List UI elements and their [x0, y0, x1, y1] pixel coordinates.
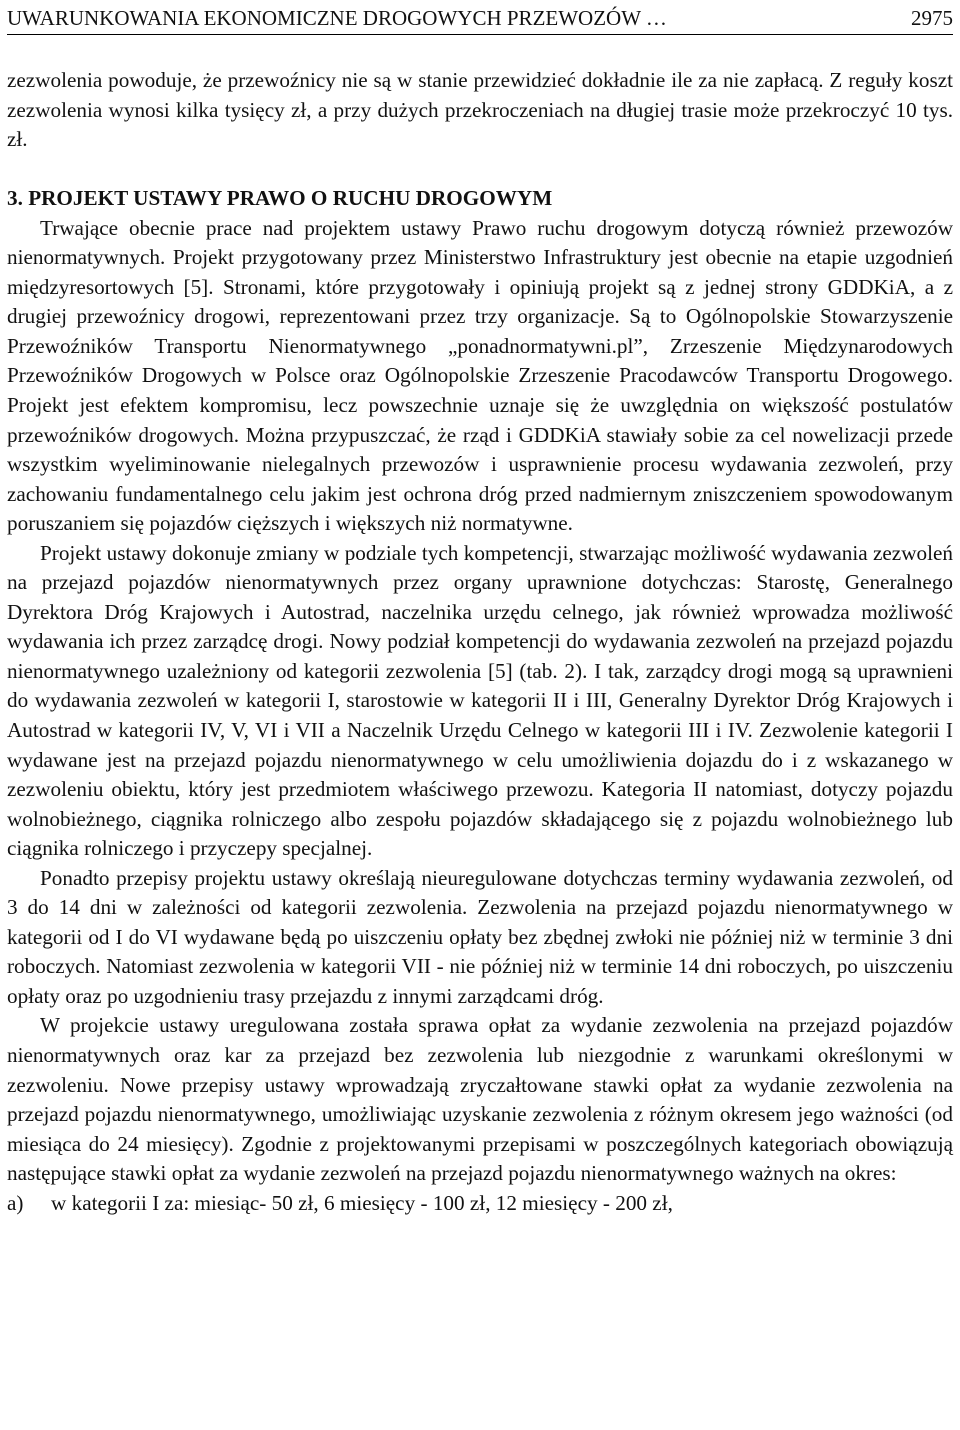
- running-header: [7, 4, 953, 35]
- list-item: [7, 1189, 953, 1219]
- body-paragraph: Ponadto przepisy projektu ustawy określają nieuregulowane dotychczas terminy wydawania zezwoleń, od 3 do 14 dni w zależności od kategorii zezwolenia. Zezwolenia na przejazd pojazdu nienormatywnego w kategorii od I do VI wydawane będą po uiszczeniu opłaty bez zbędnej zwłoki nie później niż w terminie 3 dni roboczych. Natomiast zezwolenia w kategorii VII - nie później niż w terminie 14 dni roboczych, po uiszczeniu opłaty oraz po uzgodnieniu trasy przejazdu z innymi zarządcami dróg.: [7, 865, 953, 1008]
- page-number: 2975: [911, 6, 953, 30]
- list-item-text: w kategorii I za: miesiąc- 50 zł, 6 miesięcy - 100 zł, 12 miesięcy - 200 zł,: [51, 1190, 673, 1215]
- intro-paragraph: zezwolenia powoduje, że przewoźnicy nie są w stanie przewidzieć dokładnie ile za nie zapłacą. Z reguły koszt zezwolenia wynosi kilka tysięcy zł, a przy dużych przekroczeniach na długiej trasie może przekroczyć 10 tys. zł.: [7, 68, 953, 152]
- body-text: [7, 66, 953, 1218]
- body-paragraph: Trwające obecnie prace nad projektem ustawy Prawo ruchu drogowym dotyczą również przewozów nienormatywnych. Projekt przygotowany przez Ministerstwo Infrastruktury jest obecnie na etapie uzgodnień międzyresortowych [5]. Stronami, które przygotowały i opiniują projekt są z jednej strony GDDKiA, a z drugiej przewoźnicy drogowi, reprezentowani przez trzy organizacje. Są to Ogólnopolskie Stowarzyszenie Przewoźników Transportu Nienormatywnego „ponadnormatywni.pl”, Zrzeszenie Międzynarodowych Przewoźników Drogowych w Polsce oraz Ogólnopolskie Zrzeszenie Pracodawców Transportu Drogowego. Projekt jest efektem kompromisu, lecz powszechnie uznaje się że uwzględnia on większość postulatów przewoźników drogowych. Można przypuszczać, że rząd i GDDKiA stawiały sobie za cel nowelizacji przede wszystkim wyeliminowanie nielegalnych przewozów i usprawnienie procesu wydawania zezwoleń, przy zachowaniu fundamentalnego celu jakim jest ochrona dróg przed nadmiernym zniszczeniem spowodowanym poruszaniem się pojazdów cięższych i większych niż normatywne.: [7, 215, 953, 536]
- list-item-marker: a): [7, 1190, 24, 1215]
- running-header-title: UWARUNKOWANIA EKONOMICZNE DROGOWYCH PRZEWOZÓW …: [7, 6, 667, 30]
- body-paragraph: Projekt ustawy dokonuje zmiany w podziale tych kompetencji, stwarzając możliwość wydawania zezwoleń na przejazd pojazdów nienormatywnych przez organy uprawnione dotychczas: Starostę, Generalnego Dyrektora Dróg Krajowych i Autostrad, naczelnika urzędu celnego, jak również wprowadza możliwość wydawania ich przez zarządcę drogi. Nowy podział kompetencji do wydawania zezwoleń na przejazd pojazdu nienormatywnego uzależniony od kategorii zezwolenia [5] (tab. 2). I tak, zarządcy drogi mogą są uprawnieni do wydawania zezwoleń w kategorii I, starostowie w kategorii II i III, Generalny Dyrektor Dróg Krajowych i Autostrad w kategorii IV, V, VI i VII a Naczelnik Urzędu Celnego w kategorii III i IV. Zezwolenie kategorii I wydawane jest na przejazd pojazdu nienormatywnego w celu umożliwienia dojazdu do i z wskazanego w zezwoleniu obiektu, który jest przedmiotem właściwego przewozu. Kategoria II natomiast, dotyczy pojazdu wolnobieżnego, ciągnika rolniczego albo zespołu pojazdów składającego się z pojazdu wolnobieżnego lub ciągnika rolniczego i przyczepy specjalnej.: [7, 540, 953, 861]
- section-heading: 3. PROJEKT USTAWY PRAWO O RUCHU DROGOWYM: [7, 186, 553, 211]
- body-paragraph: W projekcie ustawy uregulowana została sprawa opłat za wydanie zezwolenia na przejazd pojazdów nienormatywnych oraz kar za przejazd bez zezwolenia lub niezgodnie z warunkami określonymi w zezwoleniu. Nowe przepisy ustawy wprowadzają zryczałtowane stawki opłat za wydanie zezwolenia na przejazd pojazdu nienormatywnego, umożliwiając uzyskanie zezwolenia z różnym okresem jego ważności (od miesiąca do 24 miesięcy). Zgodnie z projektowanymi przepisami w poszczególnych kategoriach obowiązują następujące stawki opłat za wydanie zezwoleń na przejazd pojazdu nienormatywnego ważnych na okres:: [7, 1013, 953, 1186]
